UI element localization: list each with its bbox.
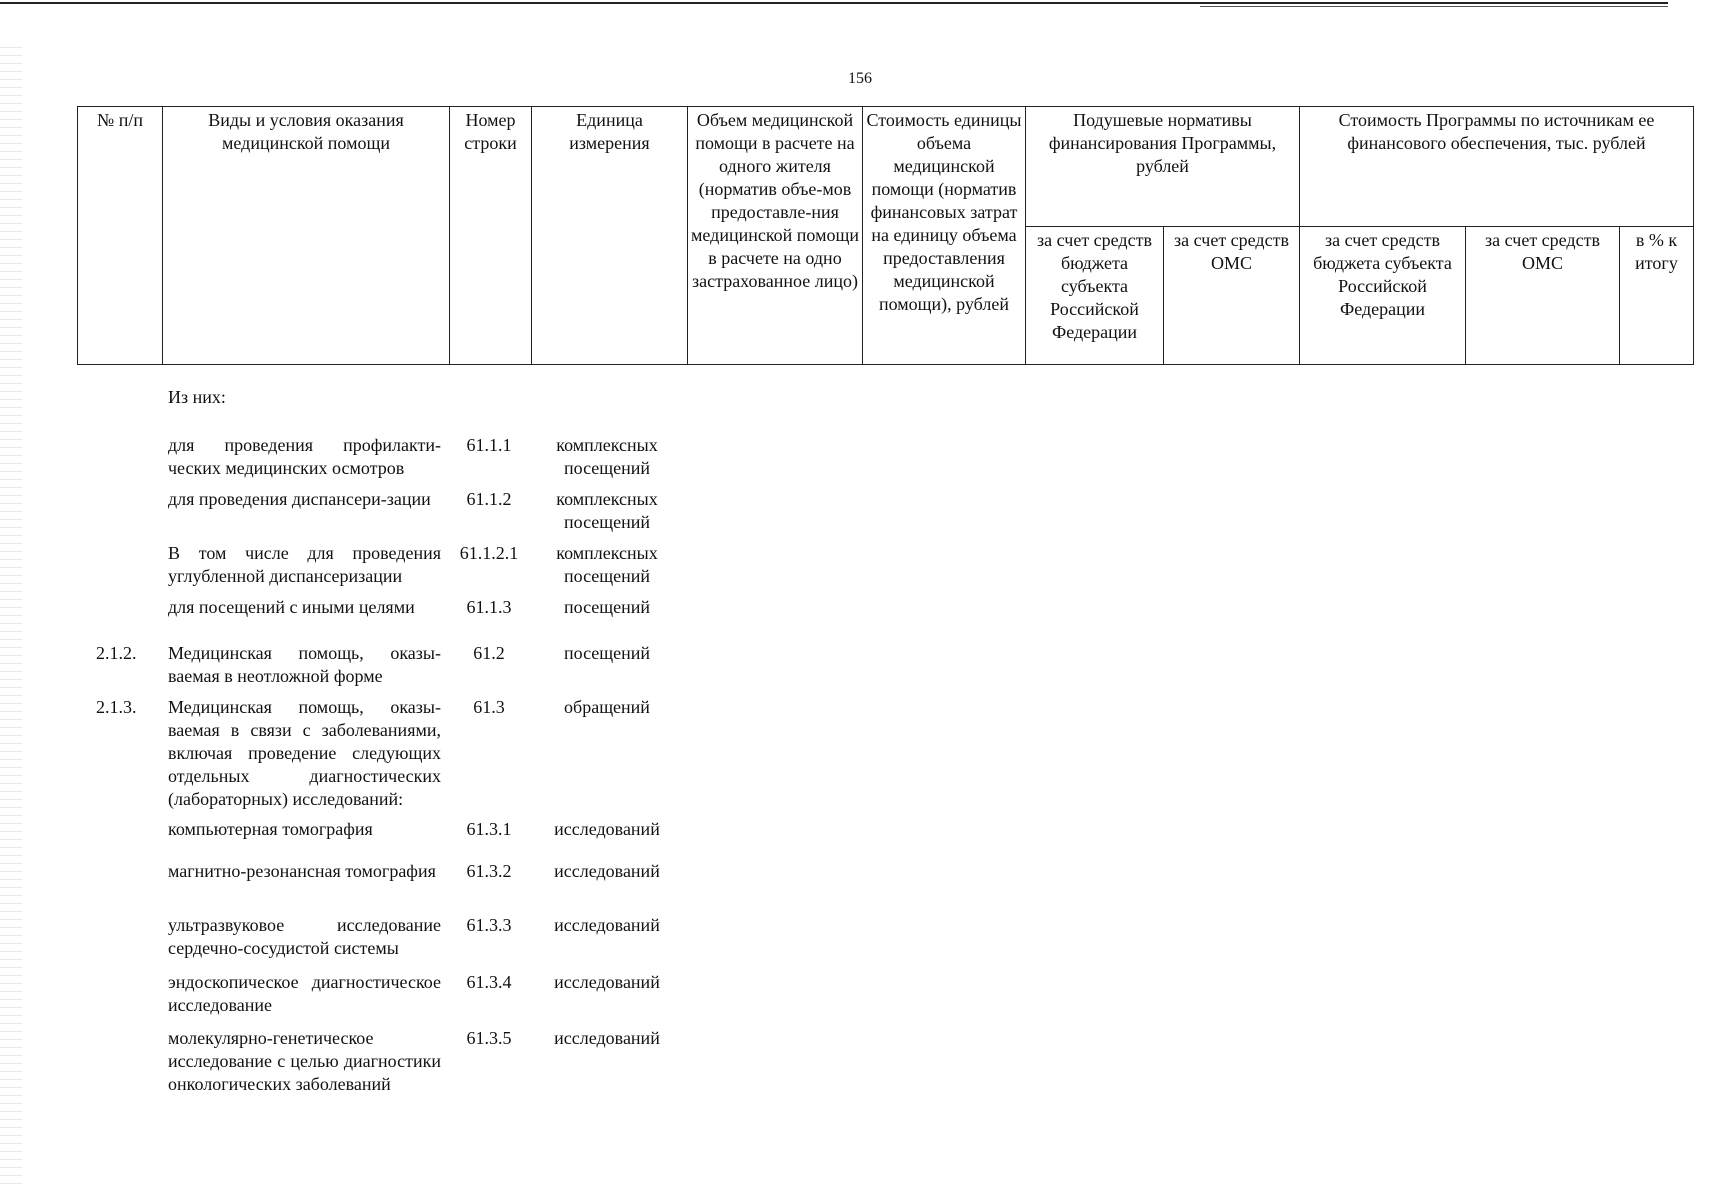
row-unit: исследований	[554, 972, 660, 992]
row-name: магнитно-резонансная томография	[168, 861, 436, 881]
row-line: 61.1.2	[466, 489, 512, 509]
subheading: Из них:	[168, 387, 226, 407]
row-name: Медицинская помощь, оказы-ваемая в неотложной форме	[168, 643, 441, 686]
header-kind: Виды и условия оказания медицинской помощи	[163, 107, 450, 365]
row-unit: комплексных посещений	[556, 543, 658, 586]
header-pc-oms: за счет средств ОМС	[1164, 227, 1300, 365]
row-name: В том числе для проведения углубленной диспансеризации	[168, 543, 441, 586]
row-line: 61.3.2	[466, 861, 512, 881]
row-name: для проведения диспансери-зации	[168, 489, 431, 509]
row-num: 2.1.3.	[96, 697, 137, 717]
header-line-no: Номер строки	[450, 107, 532, 365]
header-pc-budget: за счет средств бюджета субъекта Российской Федерации	[1026, 227, 1164, 365]
header-prog-budget: за счет средств бюджета субъекта Российской Федерации	[1300, 227, 1466, 365]
row-name: компьютерная томография	[168, 819, 373, 839]
row-line: 61.1.2.1	[459, 543, 519, 563]
row-line: 61.2	[473, 643, 505, 663]
row-unit: исследований	[554, 861, 660, 881]
row-unit: посещений	[563, 597, 651, 617]
row-unit: исследований	[554, 819, 660, 839]
header-program-cost: Стоимость Программы по источникам ее финансового обеспечения, тыс. рублей	[1300, 107, 1694, 227]
row-unit: исследований	[554, 1028, 660, 1048]
row-line: 61.3.1	[466, 819, 512, 839]
header-cost: Стоимость единицы объема медицинской помощи (норматив финансовых затрат на единицу объема предоставления медицинской помощи), рублей	[863, 107, 1026, 365]
row-line: 61.3.5	[466, 1028, 512, 1048]
row-line: 61.1.1	[466, 435, 512, 455]
header-prog-pct: в % к итогу	[1620, 227, 1694, 365]
header-prog-oms: за счет средств ОМС	[1466, 227, 1620, 365]
header-num: № п/п	[78, 107, 163, 365]
header-unit: Единица измерения	[532, 107, 688, 365]
row-line: 61.3	[473, 697, 505, 717]
row-line: 61.1.3	[466, 597, 512, 617]
row-name: эндоскопическое диагностическое исследование	[168, 972, 441, 1015]
row-name: молекулярно-генетическое исследование с целью диагностики онкологических заболеваний	[168, 1028, 441, 1094]
row-num: 2.1.2.	[96, 643, 137, 663]
row-name: ультразвуковое исследование сердечно-сосудистой системы	[168, 915, 441, 958]
row-unit: комплексных посещений	[556, 435, 658, 478]
row-name: для посещений с иными целями	[168, 597, 415, 617]
row-unit: комплексных посещений	[556, 489, 658, 532]
row-unit: обращений	[564, 697, 650, 717]
page-number: 156	[848, 70, 872, 87]
row-line: 61.3.4	[466, 972, 512, 992]
row-line: 61.3.3	[466, 915, 512, 935]
header-per-capita: Подушевые нормативы финансирования Программы, рублей	[1026, 107, 1300, 227]
row-name: для проведения профилакти-ческих медицинских осмотров	[168, 435, 441, 478]
header-volume: Объем медицинской помощи в расчете на одного жителя (норматив объе-мов предоставле-ния медицинской помощи в расчете на одно застрахованное лицо)	[688, 107, 863, 365]
row-name: Медицинская помощь, оказы-ваемая в связи с заболеваниями, включая проведение следующих отдельных диагностических (лабораторных) исследований:	[168, 697, 441, 809]
row-unit: исследований	[554, 915, 660, 935]
row-unit: посещений	[563, 643, 651, 663]
